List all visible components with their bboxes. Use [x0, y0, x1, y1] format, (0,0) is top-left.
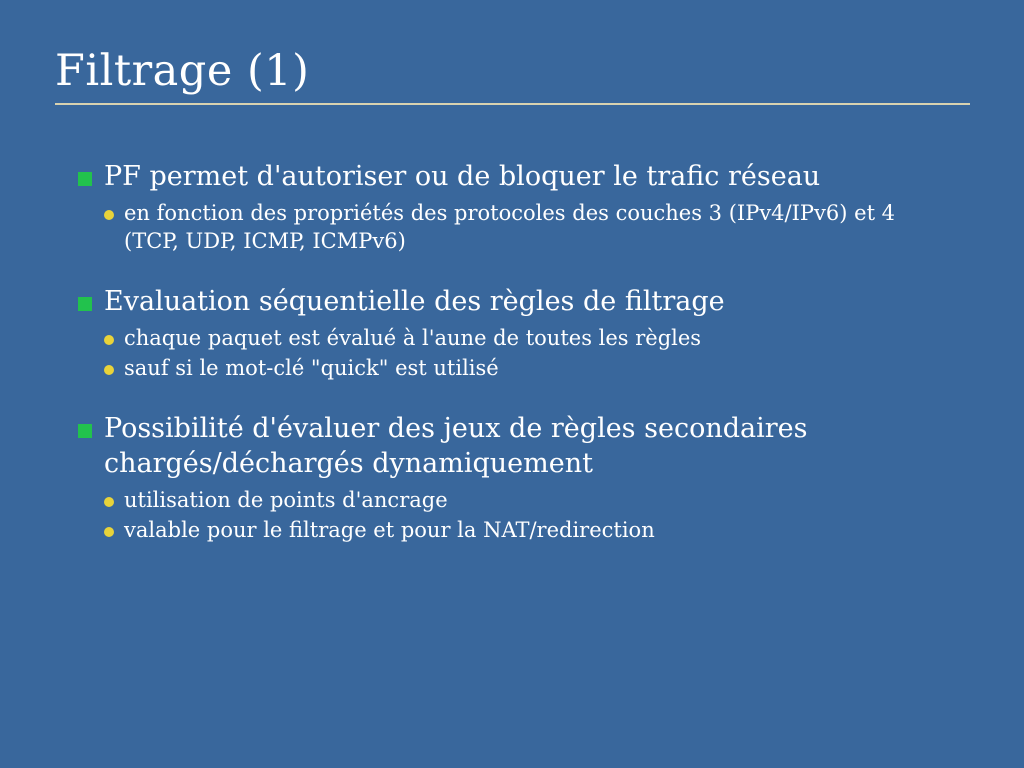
bullet-level2	[104, 199, 978, 256]
bullet-group	[78, 285, 978, 382]
square-bullet-icon	[78, 297, 92, 311]
title-divider	[55, 103, 970, 105]
bullet-group	[78, 160, 978, 255]
square-bullet-icon	[78, 424, 92, 438]
bullet-level2-label: chaque paquet est évalué à l'aune de toutes les règles	[124, 325, 702, 350]
dot-bullet-icon	[104, 335, 114, 345]
bullet-level2-label: utilisation de points d'ancrage	[124, 487, 448, 512]
sub-bullet-list	[104, 199, 978, 256]
bullet-level1	[78, 412, 978, 481]
bullet-level1-label: Evaluation séquentielle des règles de filtrage	[104, 286, 725, 318]
page-title: Filtrage (1)	[55, 46, 310, 96]
slide-content	[78, 160, 978, 546]
bullet-level2	[104, 354, 978, 382]
dot-bullet-icon	[104, 365, 114, 375]
dot-bullet-icon	[104, 210, 114, 220]
bullet-level2	[104, 516, 978, 544]
bullet-level2	[104, 486, 978, 514]
sub-bullet-list	[104, 324, 978, 383]
slide-title-block	[55, 48, 970, 105]
dot-bullet-icon	[104, 497, 114, 507]
bullet-level1	[78, 285, 978, 320]
bullet-group	[78, 412, 978, 544]
sub-bullet-list	[104, 486, 978, 545]
bullet-level1-label: PF permet d'autoriser ou de bloquer le trafic réseau	[104, 161, 821, 192]
bullet-level2-label: sauf si le mot-clé "quick" est utilisé	[124, 356, 499, 381]
bullet-level2-label: en fonction des propriétés des protocoles des couches 3 (IPv4/IPv6) et 4 (TCP, UDP, ICMP, ICMPv6)	[124, 200, 896, 253]
bullet-level2-label: valable pour le filtrage et pour la NAT/redirection	[124, 517, 655, 542]
bullet-level1-label: Possibilité d'évaluer des jeux de règles secondaires chargés/déchargés dynamiquement	[104, 413, 808, 480]
bullet-level2	[104, 324, 978, 352]
square-bullet-icon	[78, 172, 92, 186]
bullet-level1	[78, 160, 978, 195]
dot-bullet-icon	[104, 527, 114, 537]
